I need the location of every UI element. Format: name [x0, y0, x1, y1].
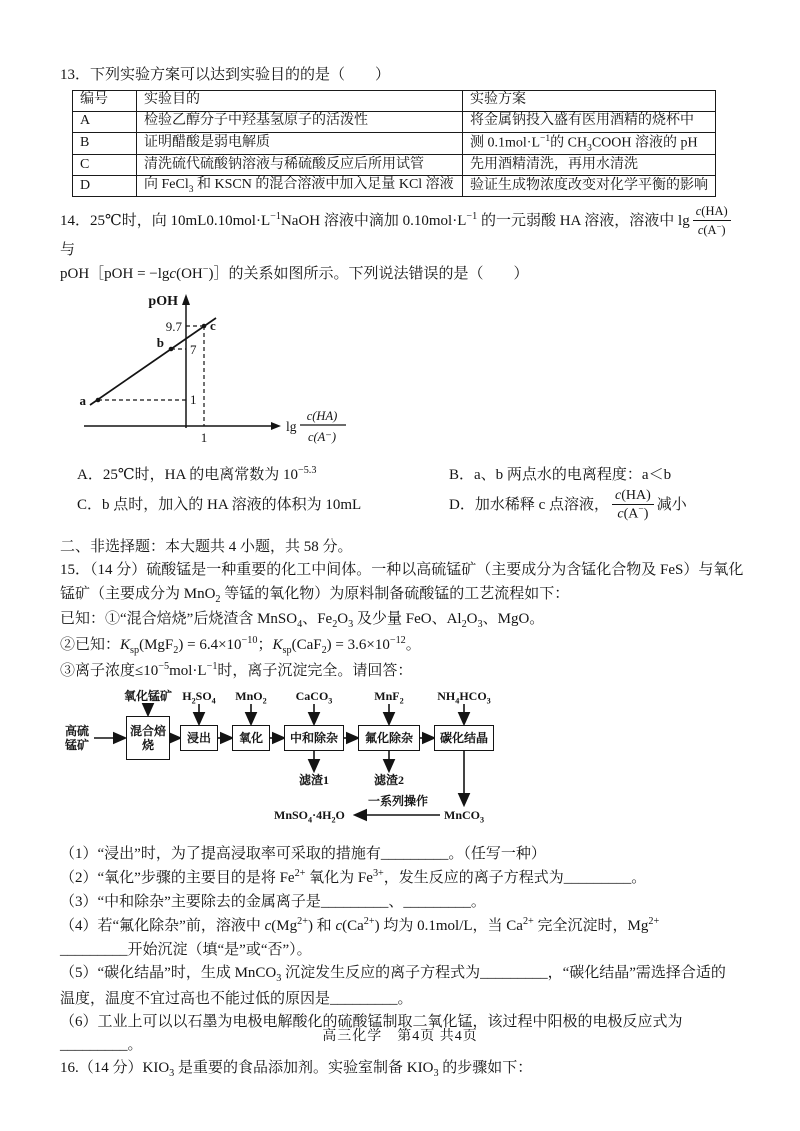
q14-option-d-fraction — [612, 487, 654, 524]
q15-known-2: ②已知：$K_{sp}(MgF_2) = 6.4\times 10^{-10}$；$K_{sp}(CaF_2) = 3.6\times 10^{-12}$。 — [60, 635, 421, 657]
row-plan: 验证生成物浓度改变对化学平衡的影响 — [463, 176, 716, 197]
fraction-denominator: c(A−) — [617, 505, 649, 523]
q14-text-post: 与 — [60, 241, 76, 258]
flow-box-oxidation: 氧化 — [232, 725, 270, 751]
q15-sub-question-1: （1）“浸出”时，为了提高浸取率可采取的措施有_________。（任写一种） — [60, 845, 546, 862]
q15-known-3: ③离子浓度$\le 10^{-5}mol\cdot L^{-1}$时，离子沉淀完全。请回答： — [60, 661, 413, 680]
flow-feed-label: 高硫锰矿 — [64, 723, 89, 753]
q14-text-pre: 14．25℃时，向 $10mL0.10mol\cdot L^{-1}NaOH$ 溶液中滴加 $0.10mol\cdot L^{-1}$ 的一元弱酸 HA 溶液，溶液中 lg — [60, 211, 690, 230]
table-row — [73, 176, 716, 197]
flow-box-leaching: 浸出 — [180, 725, 218, 751]
tick-1-x: 1 — [200, 429, 208, 445]
q14-options-row2 — [77, 487, 746, 524]
q15-sub-question-4-line2: _________开始沉淀（填“是”或“否”）。 — [60, 941, 312, 958]
q14-option-d — [449, 487, 746, 524]
tick-9-7: 9.7 — [165, 318, 182, 334]
row-plan: 测 $0.1mol\cdot L^{-1}$的 $CH_3COOH$ 溶液的 pH — [463, 132, 716, 155]
question-14-prompt-line2: pOH［pOH = −lgc(OH−)］的关系如图所示。下列说法错误的是（ ） — [60, 264, 529, 283]
q14-option-b: B．a、b 两点水的电离程度：a＜b — [449, 466, 672, 483]
q15-sub-question-2: （2）“氧化”步骤的主要目的是将 $Fe^{2+}$ 氧化为 $Fe^{3+}$，发生反应的离子方程式为_________。 — [60, 868, 647, 887]
pOH-vs-lg-ratio-plot — [74, 288, 394, 456]
x-axis-arrow — [271, 422, 281, 430]
tick-7: 7 — [190, 341, 197, 357]
row-purpose: 向 FeCl$_3$ 和 KSCN 的混合溶液中加入足量 KCl 溶液 — [137, 176, 463, 197]
flow-series-operations-label: 一系列操作 — [367, 793, 428, 808]
q14-option-c: C．b 点时，加入的 HA 溶液的体积为 10mL — [77, 496, 362, 513]
q13-col-id: 编号 — [73, 90, 137, 111]
table-row — [73, 155, 716, 176]
q14-inline-fraction — [693, 204, 731, 238]
fraction-numerator: c(HA) — [693, 204, 731, 221]
label-a: a — [79, 392, 86, 408]
label-c: c — [210, 317, 216, 333]
row-purpose: 检验乙醇分子中羟基氢原子的活泼性 — [137, 111, 463, 132]
question-15-intro-line2: 锰矿（主要成分为 MnO$_2$ 等锰的氧化物）为原料制备硫酸锰的工艺流程如下： — [60, 585, 570, 605]
flow-residue-2: 滤渣2 — [373, 772, 404, 787]
flow-top-label-oxide-ore: 氧化锰矿 — [123, 688, 172, 703]
flow-box-mixed-roasting: 混合焙烧 — [126, 716, 170, 760]
fraction-denominator: c(A−) — [697, 221, 726, 238]
flow-top-label-caco3: CaCO$_3$ — [295, 688, 333, 706]
row-id: A — [73, 111, 137, 132]
titration-line — [90, 318, 216, 405]
q14-option-d-post: 减小 — [656, 496, 687, 513]
q14-option-a: A．25℃时，HA 的电离常数为 $10^{-5.3}$ — [77, 465, 317, 484]
flow-top-label-h2so4: $H_2SO_4$ — [182, 688, 216, 706]
row-id: D — [73, 176, 137, 197]
section-2-title: 二、非选择题：本大题共 4 小题，共 58 分。 — [60, 538, 353, 555]
x-label-frac-num: c(HA) — [306, 408, 338, 423]
q15-sub-question-5-line2: 温度，温度不宜过高也不能过低的原因是_________。 — [60, 990, 413, 1007]
q15-sub-question-6: （6）工业上可以以石墨为电极电解酸化的硫酸锰制取二氧化锰，该过程中阳极的电极反应式为_________。 — [60, 1014, 683, 1053]
q14-graph — [74, 288, 746, 464]
q15-sub-question-4-line1: （4）若“氟化除杂”前，溶液中 $c(Mg^{2+})$ 和 $c(Ca^{2+})$ 均为 0.1mol/L，当 $Ca^{2+}$ 完全沉淀时，$Mg^{2+}$ — [60, 916, 660, 935]
q13-table-header-row — [73, 90, 716, 111]
point-a — [96, 398, 101, 403]
tick-1-y: 1 — [190, 391, 197, 407]
y-axis-arrow — [182, 294, 190, 305]
row-plan: 将金属钠投入盛有医用酒精的烧杯中 — [463, 111, 716, 132]
y-axis-label: pOH — [148, 293, 178, 309]
row-id: B — [73, 132, 137, 155]
fraction-numerator: c(HA) — [612, 487, 654, 506]
question-16-intro: 16.（14 分）$KIO_3$ 是重要的食品添加剂。实验室制备 $KIO_3$ 的步骤如下： — [60, 1060, 533, 1080]
question-14-prompt-line1 — [60, 204, 746, 261]
row-id: C — [73, 155, 137, 176]
x-label-frac-den: c(A⁻) — [307, 429, 337, 444]
x-label-prefix: lg — [286, 418, 297, 434]
flow-final-product-mnso4: $MnSO_4\cdot 4H_2O$ — [274, 807, 345, 825]
question-15-intro-line1: 15．（14 分）硫酸锰是一种重要的化工中间体。一种以高硫锰矿（主要成分为含锰化合物及 FeS）与氧化 — [60, 562, 744, 579]
row-purpose: 证明醋酸是弱电解质 — [137, 132, 463, 155]
flow-residue-1: 滤渣1 — [298, 772, 329, 787]
q14-option-d-pre: D．加水稀释 c 点溶液， — [449, 496, 609, 513]
row-plan: 先用酒精清洗，再用水清洗 — [463, 155, 716, 176]
page-footer: 高三化学 第4页 共4页 — [322, 1029, 478, 1044]
point-b — [169, 347, 174, 352]
row-purpose: 清洗硫代硫酸钠溶液与稀硫酸反应后所用试管 — [137, 155, 463, 176]
label-b: b — [156, 334, 164, 350]
point-c — [202, 324, 207, 329]
q15-sub-question-5-line1: （5）“碳化结晶”时，生成 MnCO$_3$ 沉淀发生反应的离子方程式为_________，“碳化结晶”需选择合适的 — [60, 965, 726, 985]
q13-table — [72, 90, 716, 198]
table-row — [73, 132, 716, 155]
table-row — [73, 111, 716, 132]
q15-sub-question-3: （3）“中和除杂”主要除去的金属离子是_________、_________。 — [60, 893, 486, 910]
flow-intermediate-mnco3: MnCO$_3$ — [444, 807, 485, 825]
question-13-prompt: 13．下列实验方案可以达到实验目的的是（ ） — [60, 67, 391, 83]
q15-process-flowchart — [62, 688, 552, 838]
flow-box-neutralization: 中和除杂 — [284, 725, 344, 751]
q14-options-row1 — [77, 463, 746, 487]
flow-top-label-nh4hco3: $NH_4HCO_3$ — [437, 688, 491, 706]
q13-col-plan: 实验方案 — [463, 90, 716, 111]
q15-known-1: 已知：①“混合焙烧”后烧渣含 MnSO$_4$、$Fe_2O_3$ 及少量 FeO、$Al_2O_3$、MgO。 — [60, 610, 545, 630]
q13-col-purpose: 实验目的 — [137, 90, 463, 111]
flow-top-label-mno2: MnO$_2$ — [235, 688, 267, 706]
flow-box-fluoride-removal: 氟化除杂 — [358, 725, 420, 751]
flow-box-carbonation: 碳化结晶 — [434, 725, 494, 751]
flow-top-label-mnf2: MnF$_2$ — [374, 688, 404, 706]
